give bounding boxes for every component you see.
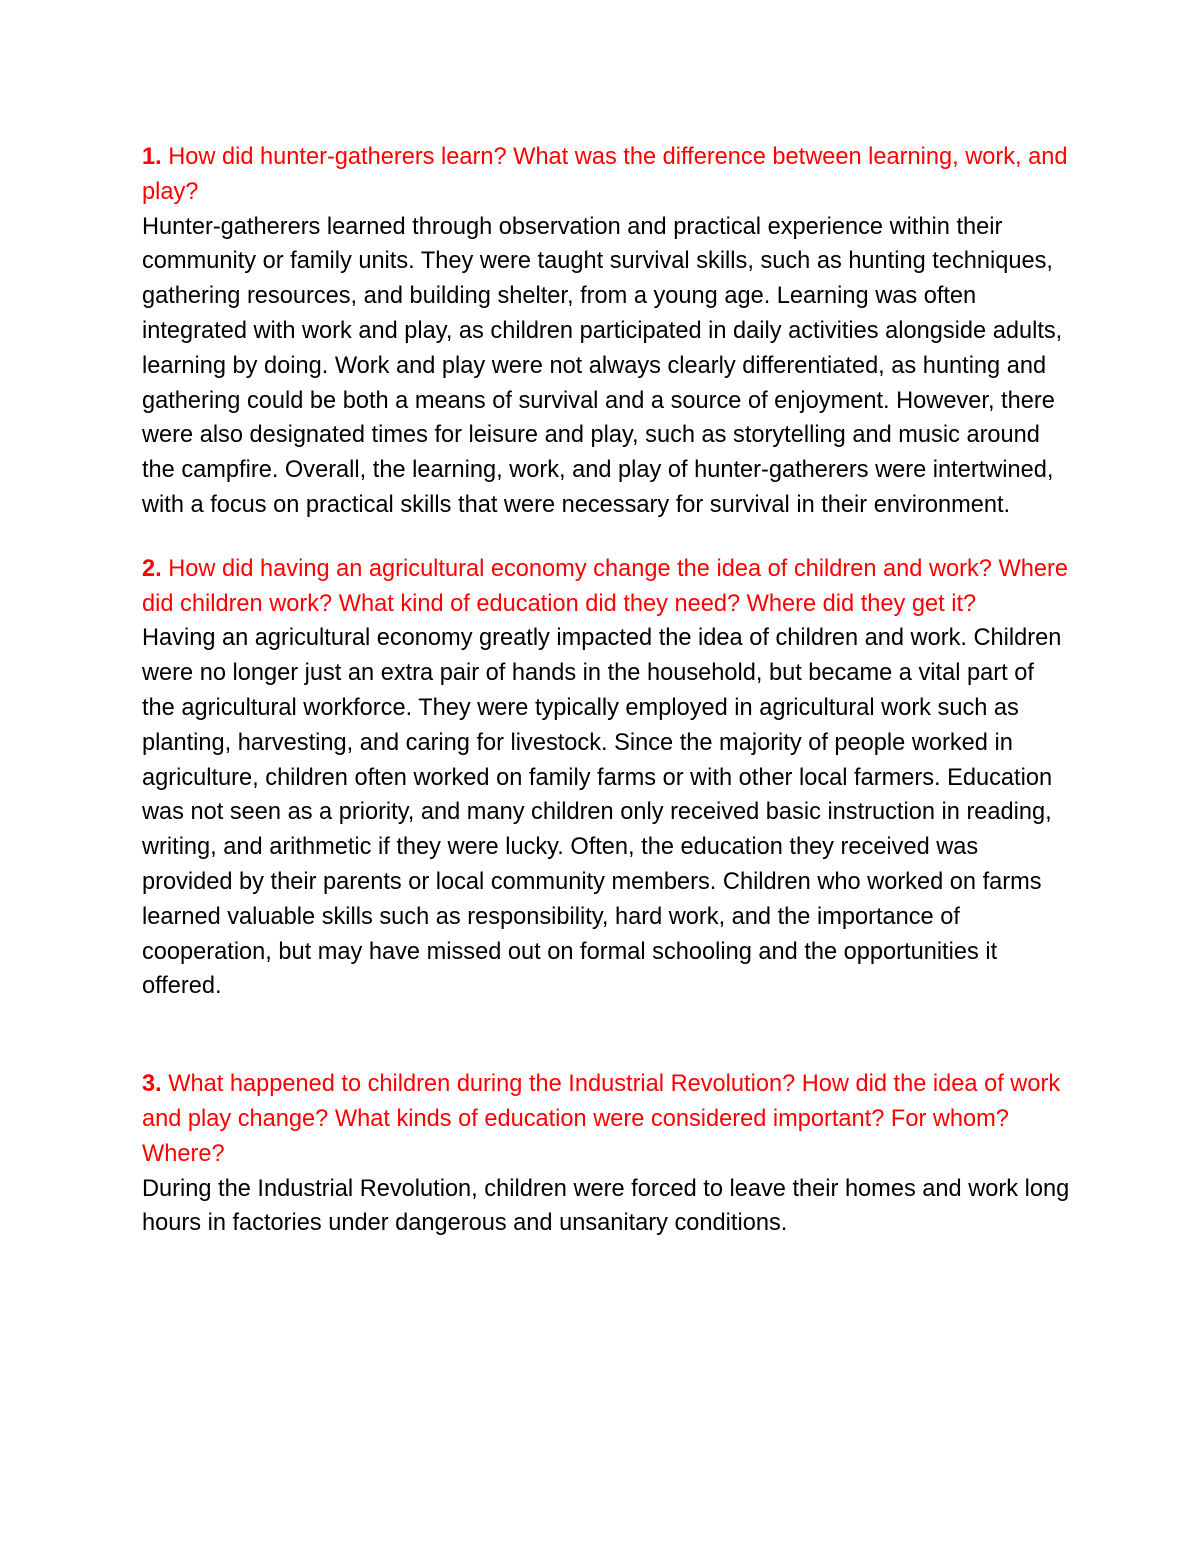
answer-3: During the Industrial Revolution, children were forced to leave their homes and work long hours in factories under dangerous and unsanitary conditions. xyxy=(142,1175,1070,1237)
question-3 xyxy=(142,1067,1072,1171)
question-text: How did hunter-gatherers learn? What was the difference between learning, work, and play? xyxy=(142,144,1068,205)
question-number: 1. xyxy=(142,144,162,170)
qa-section-1 xyxy=(142,140,1072,523)
question-number: 3. xyxy=(142,1071,162,1098)
document-page xyxy=(142,140,1072,1241)
question-number: 2. xyxy=(142,555,162,582)
answer-2: Having an agricultural economy greatly impacted the idea of children and work. Children were no longer just an extra pair of hands in the household, but became a vital part of the agricultural workforce. They were typically employed in agricultural work such as planting, harvesting, and caring for livestock. Since the majority of people worked in agriculture, children often worked on family farms or with other local farmers. Education was not seen as a priority, and many children only received basic instruction in reading, writing, and arithmetic if they were lucky. Often, the education they received was provided by their parents or local community members. Children who worked on farms learned valuable skills such as responsibility, hard work, and the importance of cooperation, but may have missed out on formal schooling and the opportunities it offered. xyxy=(142,625,1062,1000)
qa-section-3 xyxy=(142,1067,1072,1241)
question-text: How did having an agricultural economy change the idea of children and work? Where did children work? What kind of education did they need? Where did they get it? xyxy=(142,555,1068,617)
answer-1: Hunter-gatherers learned through observation and practical experience within their community or family units. They were taught survival skills, such as hunting techniques, gathering resources, and building shelter, from a young age. Learning was often integrated with work and play, as children participated in daily activities alongside adults, learning by doing. Work and play were not always clearly differentiated, as hunting and gathering could be both a means of survival and a source of enjoyment. However, there were also designated times for leisure and play, such as storytelling and music around the campfire. Overall, the learning, work, and play of hunter-gatherers were intertwined, with a focus on practical skills that were necessary for survival in their environment. xyxy=(142,213,1063,518)
question-2 xyxy=(142,552,1072,622)
qa-section-2 xyxy=(142,552,1072,1004)
question-1 xyxy=(142,140,1072,210)
question-text: What happened to children during the Industrial Revolution? How did the idea of work and play change? What kinds of education were considered important? For whom? Where? xyxy=(142,1071,1061,1167)
